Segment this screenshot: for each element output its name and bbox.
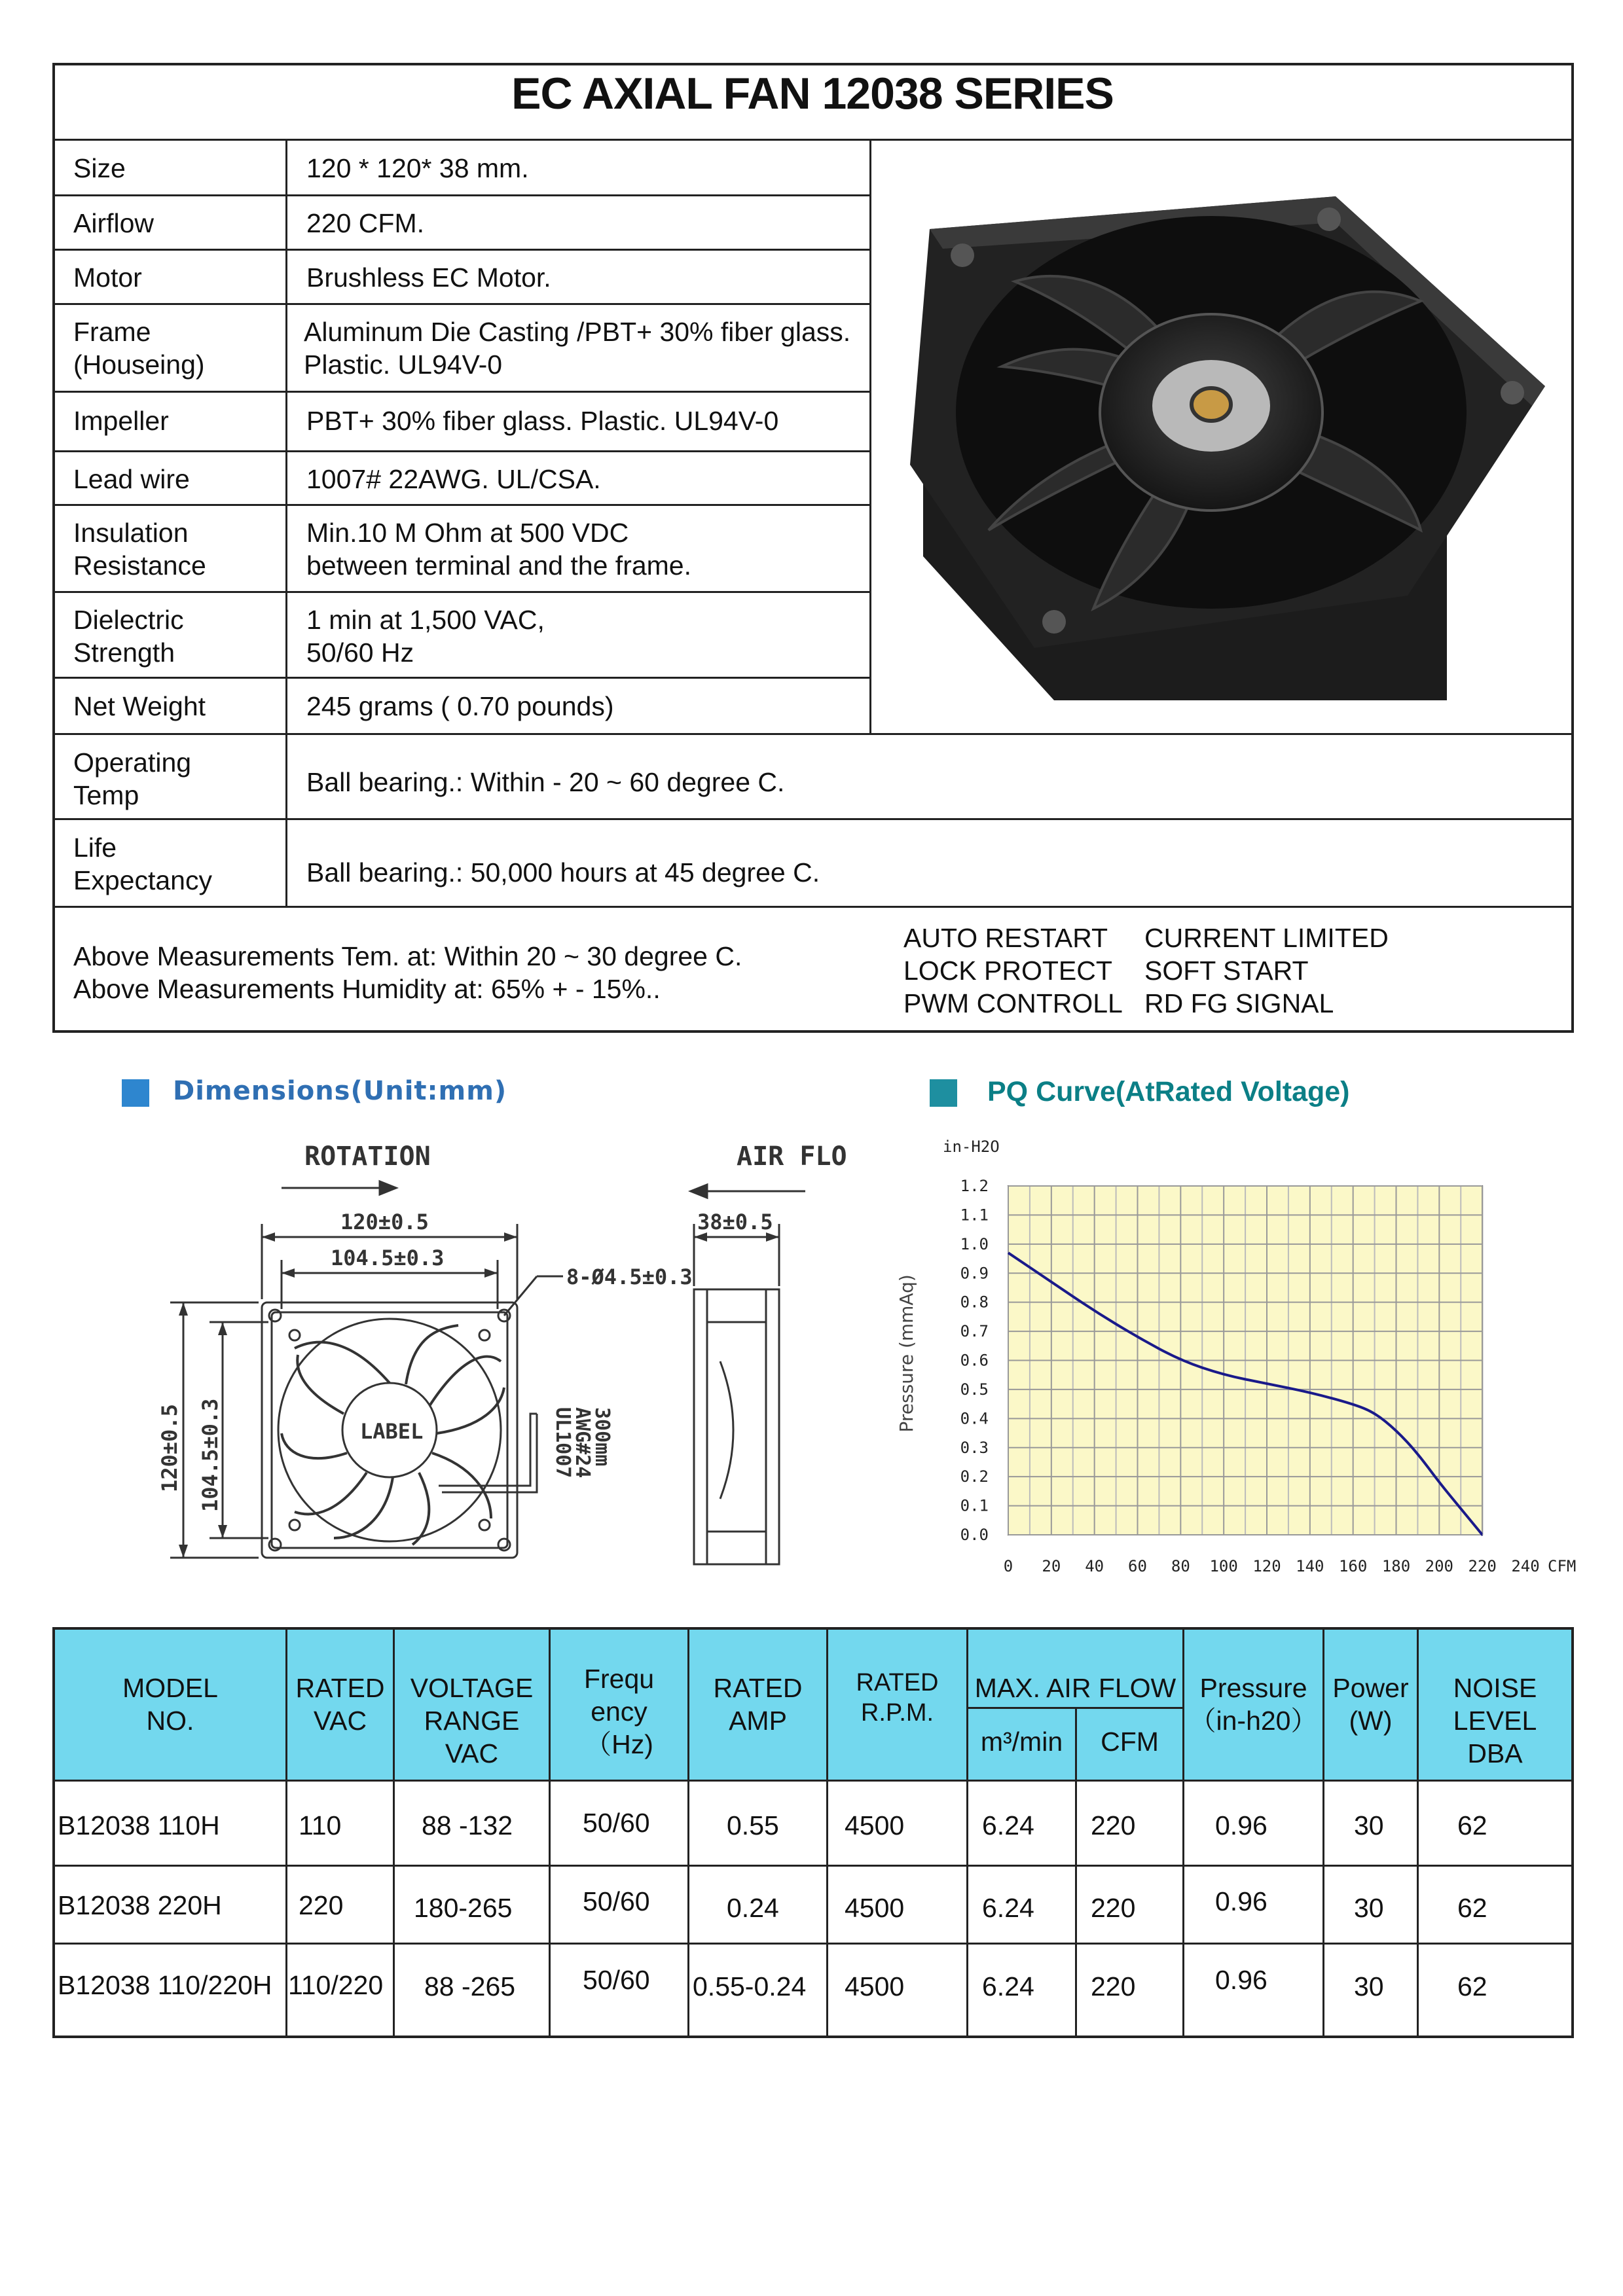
y-tick-label: 0.1 <box>960 1496 989 1515</box>
row2-cfm: 220 <box>1091 1893 1136 1923</box>
row2-amp: 0.24 <box>727 1893 779 1923</box>
spec-value-dielectric: 1 min at 1,500 VAC, 50/60 Hz <box>306 605 545 668</box>
y-tick-label: 0.8 <box>960 1293 989 1312</box>
y-tick-label: 1.1 <box>960 1206 989 1225</box>
spec-label-frame: Frame (Houseing) <box>73 317 205 380</box>
row3-pressure: 0.96 <box>1215 1965 1267 1995</box>
measurement-notes: Above Measurements Tem. at: Within 20 ~ 30 degree C. Above Measurements Humidity at: 65% + - 15%.. <box>73 941 742 1004</box>
x-tick-label: 200 <box>1425 1557 1454 1575</box>
header-frequency: Frequ ency （Hz) <box>583 1664 655 1759</box>
row1-amp: 0.55 <box>727 1810 779 1840</box>
x-tick-label: 120 <box>1252 1557 1281 1575</box>
spec-value-net-weight: 245 grams ( 0.70 pounds) <box>306 691 614 721</box>
features-right: CURRENT LIMITED SOFT START RD FG SIGNAL <box>1144 923 1389 1018</box>
wire-spec-3: 300mm <box>591 1407 613 1467</box>
row3-amp: 0.55-0.24 <box>693 1971 807 2001</box>
spec-label-operating-temp: Operating Temp <box>73 747 192 810</box>
row1-vac: 110 <box>299 1810 342 1840</box>
y-tick-label: 0.4 <box>960 1409 989 1428</box>
depth-label: 38±0.5 <box>697 1210 773 1234</box>
holes-label: 8-Ø4.5±0.3 <box>566 1265 693 1289</box>
header-pressure: Pressure （in-h20） <box>1189 1673 1318 1736</box>
row3-power: 30 <box>1354 1971 1384 2001</box>
row2-model: B12038 220H <box>58 1890 222 1920</box>
spec-value-lead-wire: 1007# 22AWG. UL/CSA. <box>306 464 601 494</box>
label-col-divider <box>285 139 287 907</box>
y-axis-label: Pressure (mmAq) <box>896 1274 917 1433</box>
height-outer-label: 120±0.5 <box>157 1404 182 1492</box>
header-power: Power (W) <box>1332 1673 1409 1736</box>
x-tick-label: 180 <box>1381 1557 1411 1575</box>
row3-vac: 110/220 <box>288 1970 384 2000</box>
header-model: MODEL NO. <box>122 1673 218 1736</box>
row1-range: 88 -132 <box>422 1810 513 1840</box>
y-tick-label: 0.7 <box>960 1322 989 1341</box>
x-tick-label: 100 <box>1209 1557 1238 1575</box>
x-tick-label: 80 <box>1171 1557 1190 1575</box>
row2-power: 30 <box>1354 1893 1384 1923</box>
spec-label-dielectric: Dielectric Strength <box>73 605 184 668</box>
spec-value-impeller: PBT+ 30% fiber glass. Plastic. UL94V-0 <box>306 406 779 436</box>
spec-label-motor: Motor <box>73 262 142 293</box>
row1-pressure: 0.96 <box>1215 1810 1267 1840</box>
wire-spec-2: AWG#24 <box>571 1407 594 1479</box>
row3-cfm: 220 <box>1091 1971 1136 2001</box>
fan-photo <box>884 190 1552 726</box>
spec-border-bottom <box>52 1030 1574 1033</box>
row1-rpm: 4500 <box>845 1810 905 1840</box>
spec-value-airflow: 220 CFM. <box>306 208 424 238</box>
row3-rpm: 4500 <box>845 1971 905 2001</box>
x-tick-label: 140 <box>1296 1557 1324 1575</box>
spec-label-insulation: Insulation Resistance <box>73 518 206 581</box>
spec-value-motor: Brushless EC Motor. <box>306 262 551 293</box>
x-tick-label: 40 <box>1085 1557 1104 1575</box>
title-divider <box>52 139 1574 141</box>
airflow-label: AIR FLO <box>737 1141 847 1172</box>
x-tick-label: 220 <box>1468 1557 1497 1575</box>
header-voltage-range: VOLTAGE RANGE VAC <box>410 1673 534 1768</box>
row3-range: 88 -265 <box>424 1971 516 2001</box>
pq-bullet-icon <box>930 1079 957 1107</box>
x-axis-label: CFM <box>1548 1557 1577 1575</box>
y-tick-label: 0.3 <box>960 1438 989 1457</box>
row3-model: B12038 110/220H <box>58 1970 272 2000</box>
wire-spec-1: UL1007 <box>551 1407 574 1479</box>
row3-m3: 6.24 <box>982 1971 1034 2001</box>
y-tick-label: 0.6 <box>960 1351 989 1370</box>
y-tick-label: 1.2 <box>960 1177 989 1195</box>
spec-label-airflow: Airflow <box>73 208 155 238</box>
header-m3-min: m³/min <box>980 1727 1063 1757</box>
header-max-airflow: MAX. AIR FLOW <box>974 1673 1176 1703</box>
row1-cfm: 220 <box>1091 1810 1136 1840</box>
row1-m3: 6.24 <box>982 1810 1034 1840</box>
row2-m3: 6.24 <box>982 1893 1034 1923</box>
spec-border-left <box>52 63 55 1033</box>
width-outer-label: 120±0.5 <box>340 1210 429 1234</box>
row2-freq: 50/60 <box>583 1886 650 1916</box>
header-rated-rpm: RATED R.P.M. <box>856 1669 939 1727</box>
header-noise: NOISE LEVEL DBA <box>1453 1673 1537 1768</box>
spec-value-size: 120 * 120* 38 mm. <box>306 153 529 183</box>
rotation-label: ROTATION <box>304 1141 431 1172</box>
spec-label-size: Size <box>73 153 126 183</box>
width-inner-label: 104.5±0.3 <box>331 1246 445 1270</box>
x-tick-label: 160 <box>1338 1557 1368 1575</box>
spec-value-operating-temp: Ball bearing.: Within - 20 ~ 60 degree C. <box>306 767 785 797</box>
spec-border-right <box>1571 63 1574 1033</box>
dimension-drawing <box>144 1126 877 1584</box>
features-left: AUTO RESTART LOCK PROTECT PWM CONTROLL <box>903 923 1123 1018</box>
x-tick-label: 20 <box>1042 1557 1061 1575</box>
dimensions-heading: Dimensions(Unit:mm) <box>173 1076 507 1106</box>
header-cfm: CFM <box>1101 1727 1159 1757</box>
header-rated-amp: RATED AMP <box>713 1673 803 1736</box>
spec-value-frame: Aluminum Die Casting /PBT+ 30% fiber glass. Plastic. UL94V-0 <box>304 317 851 380</box>
y-tick-label: 1.0 <box>960 1234 989 1253</box>
row3-freq: 50/60 <box>583 1965 650 1995</box>
row1-freq: 50/60 <box>583 1808 650 1838</box>
dimensions-bullet-icon <box>122 1079 149 1107</box>
row2-pressure: 0.96 <box>1215 1886 1267 1916</box>
row2-rpm: 4500 <box>845 1893 905 1923</box>
label-text: LABEL <box>360 1419 424 1444</box>
height-inner-label: 104.5±0.3 <box>198 1398 223 1512</box>
row1-model: B12038 110H <box>58 1810 220 1840</box>
row2-range: 180-265 <box>414 1893 513 1923</box>
spec-label-lead-wire: Lead wire <box>73 464 190 494</box>
y-unit-label: in-H2O <box>943 1138 1000 1156</box>
y-tick-label: 0.9 <box>960 1264 989 1283</box>
spec-label-net-weight: Net Weight <box>73 691 206 721</box>
page-title: EC AXIAL FAN 12038 SERIES <box>511 69 1114 118</box>
y-tick-label: 0.0 <box>960 1526 989 1544</box>
x-tick-label: 240 <box>1511 1557 1540 1575</box>
row1-noise: 62 <box>1457 1810 1487 1840</box>
pq-heading: PQ Curve(AtRated Voltage) <box>987 1076 1350 1107</box>
pq-chart <box>884 1126 1591 1597</box>
spec-border-top <box>52 63 1574 65</box>
x-tick-label: 60 <box>1128 1557 1147 1575</box>
row2-vac: 220 <box>299 1890 344 1920</box>
row1-power: 30 <box>1354 1810 1384 1840</box>
row2-noise: 62 <box>1457 1893 1487 1923</box>
y-tick-label: 0.5 <box>960 1380 989 1399</box>
x-tick-label: 0 <box>1003 1557 1013 1575</box>
spec-label-life: Life Expectancy <box>73 833 212 895</box>
spec-value-life: Ball bearing.: 50,000 hours at 45 degree C. <box>306 857 820 888</box>
y-tick-label: 0.2 <box>960 1467 989 1486</box>
spec-label-impeller: Impeller <box>73 406 169 436</box>
spec-value-insulation: Min.10 M Ohm at 500 VDC between terminal and the frame. <box>306 518 691 581</box>
row3-noise: 62 <box>1457 1971 1487 2001</box>
header-rated-vac: RATED VAC <box>295 1673 385 1736</box>
photo-col-divider <box>869 139 871 734</box>
